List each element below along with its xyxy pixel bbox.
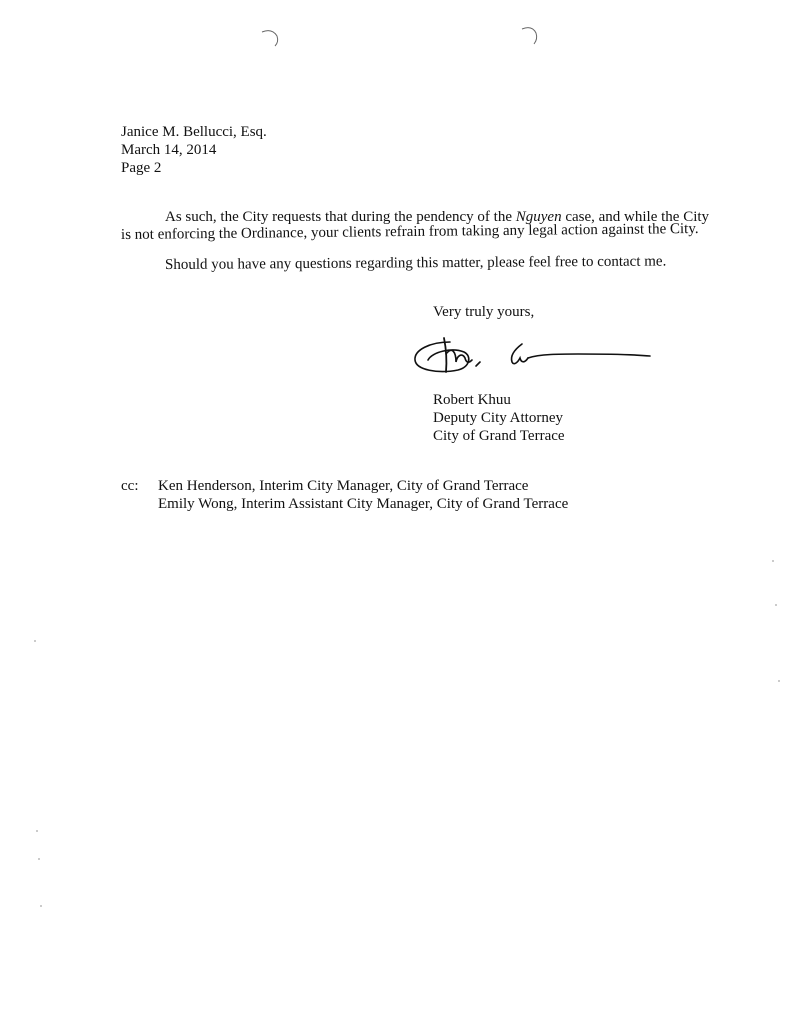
scan-speck	[40, 905, 42, 907]
recipient-name: Janice M. Bellucci, Esq.	[121, 124, 267, 140]
signer-organization: City of Grand Terrace	[433, 428, 565, 444]
closing-salutation: Very truly yours,	[433, 304, 535, 320]
body-paragraph-2	[121, 253, 725, 274]
cc-indent	[121, 495, 158, 513]
paragraph-1-text-after-case: case, and while the City	[561, 209, 710, 225]
scan-speck	[34, 640, 36, 642]
cc-recipient: Emily Wong, Interim Assistant City Manager, City of Grand Terrace	[158, 496, 569, 512]
scan-speck	[772, 560, 774, 562]
handwritten-signature	[410, 332, 655, 380]
cc-row	[121, 495, 568, 513]
letter-date: March 14, 2014	[121, 142, 217, 158]
page-number: Page 2	[121, 160, 162, 176]
scan-speck	[775, 604, 777, 606]
scan-speck	[38, 858, 40, 860]
hole-punch-mark-left	[260, 26, 282, 48]
paragraph-1-text-before-case: As such, the City requests that during the pendency of the	[165, 209, 516, 225]
hole-punch-mark-right	[520, 24, 542, 46]
cc-recipient: Ken Henderson, Interim City Manager, City of Grand Terrace	[158, 478, 529, 494]
scan-speck	[36, 830, 38, 832]
scan-speck	[778, 680, 780, 682]
cc-row	[121, 477, 568, 495]
paragraph-1-line-2: is not enforcing the Ordinance, your clients refrain from taking any legal action against the City.	[120, 220, 699, 243]
cc-list	[121, 477, 568, 513]
signer-name: Robert Khuu	[433, 392, 511, 408]
paragraph-2-text: Should you have any questions regarding this matter, please feel free to contact me.	[164, 253, 667, 273]
body-paragraph-1	[120, 208, 710, 244]
signature-block	[433, 391, 565, 445]
case-name: Nguyen	[515, 209, 562, 225]
cc-label: cc:	[121, 478, 139, 494]
letter-header	[121, 123, 267, 177]
signer-title: Deputy City Attorney	[433, 410, 563, 426]
